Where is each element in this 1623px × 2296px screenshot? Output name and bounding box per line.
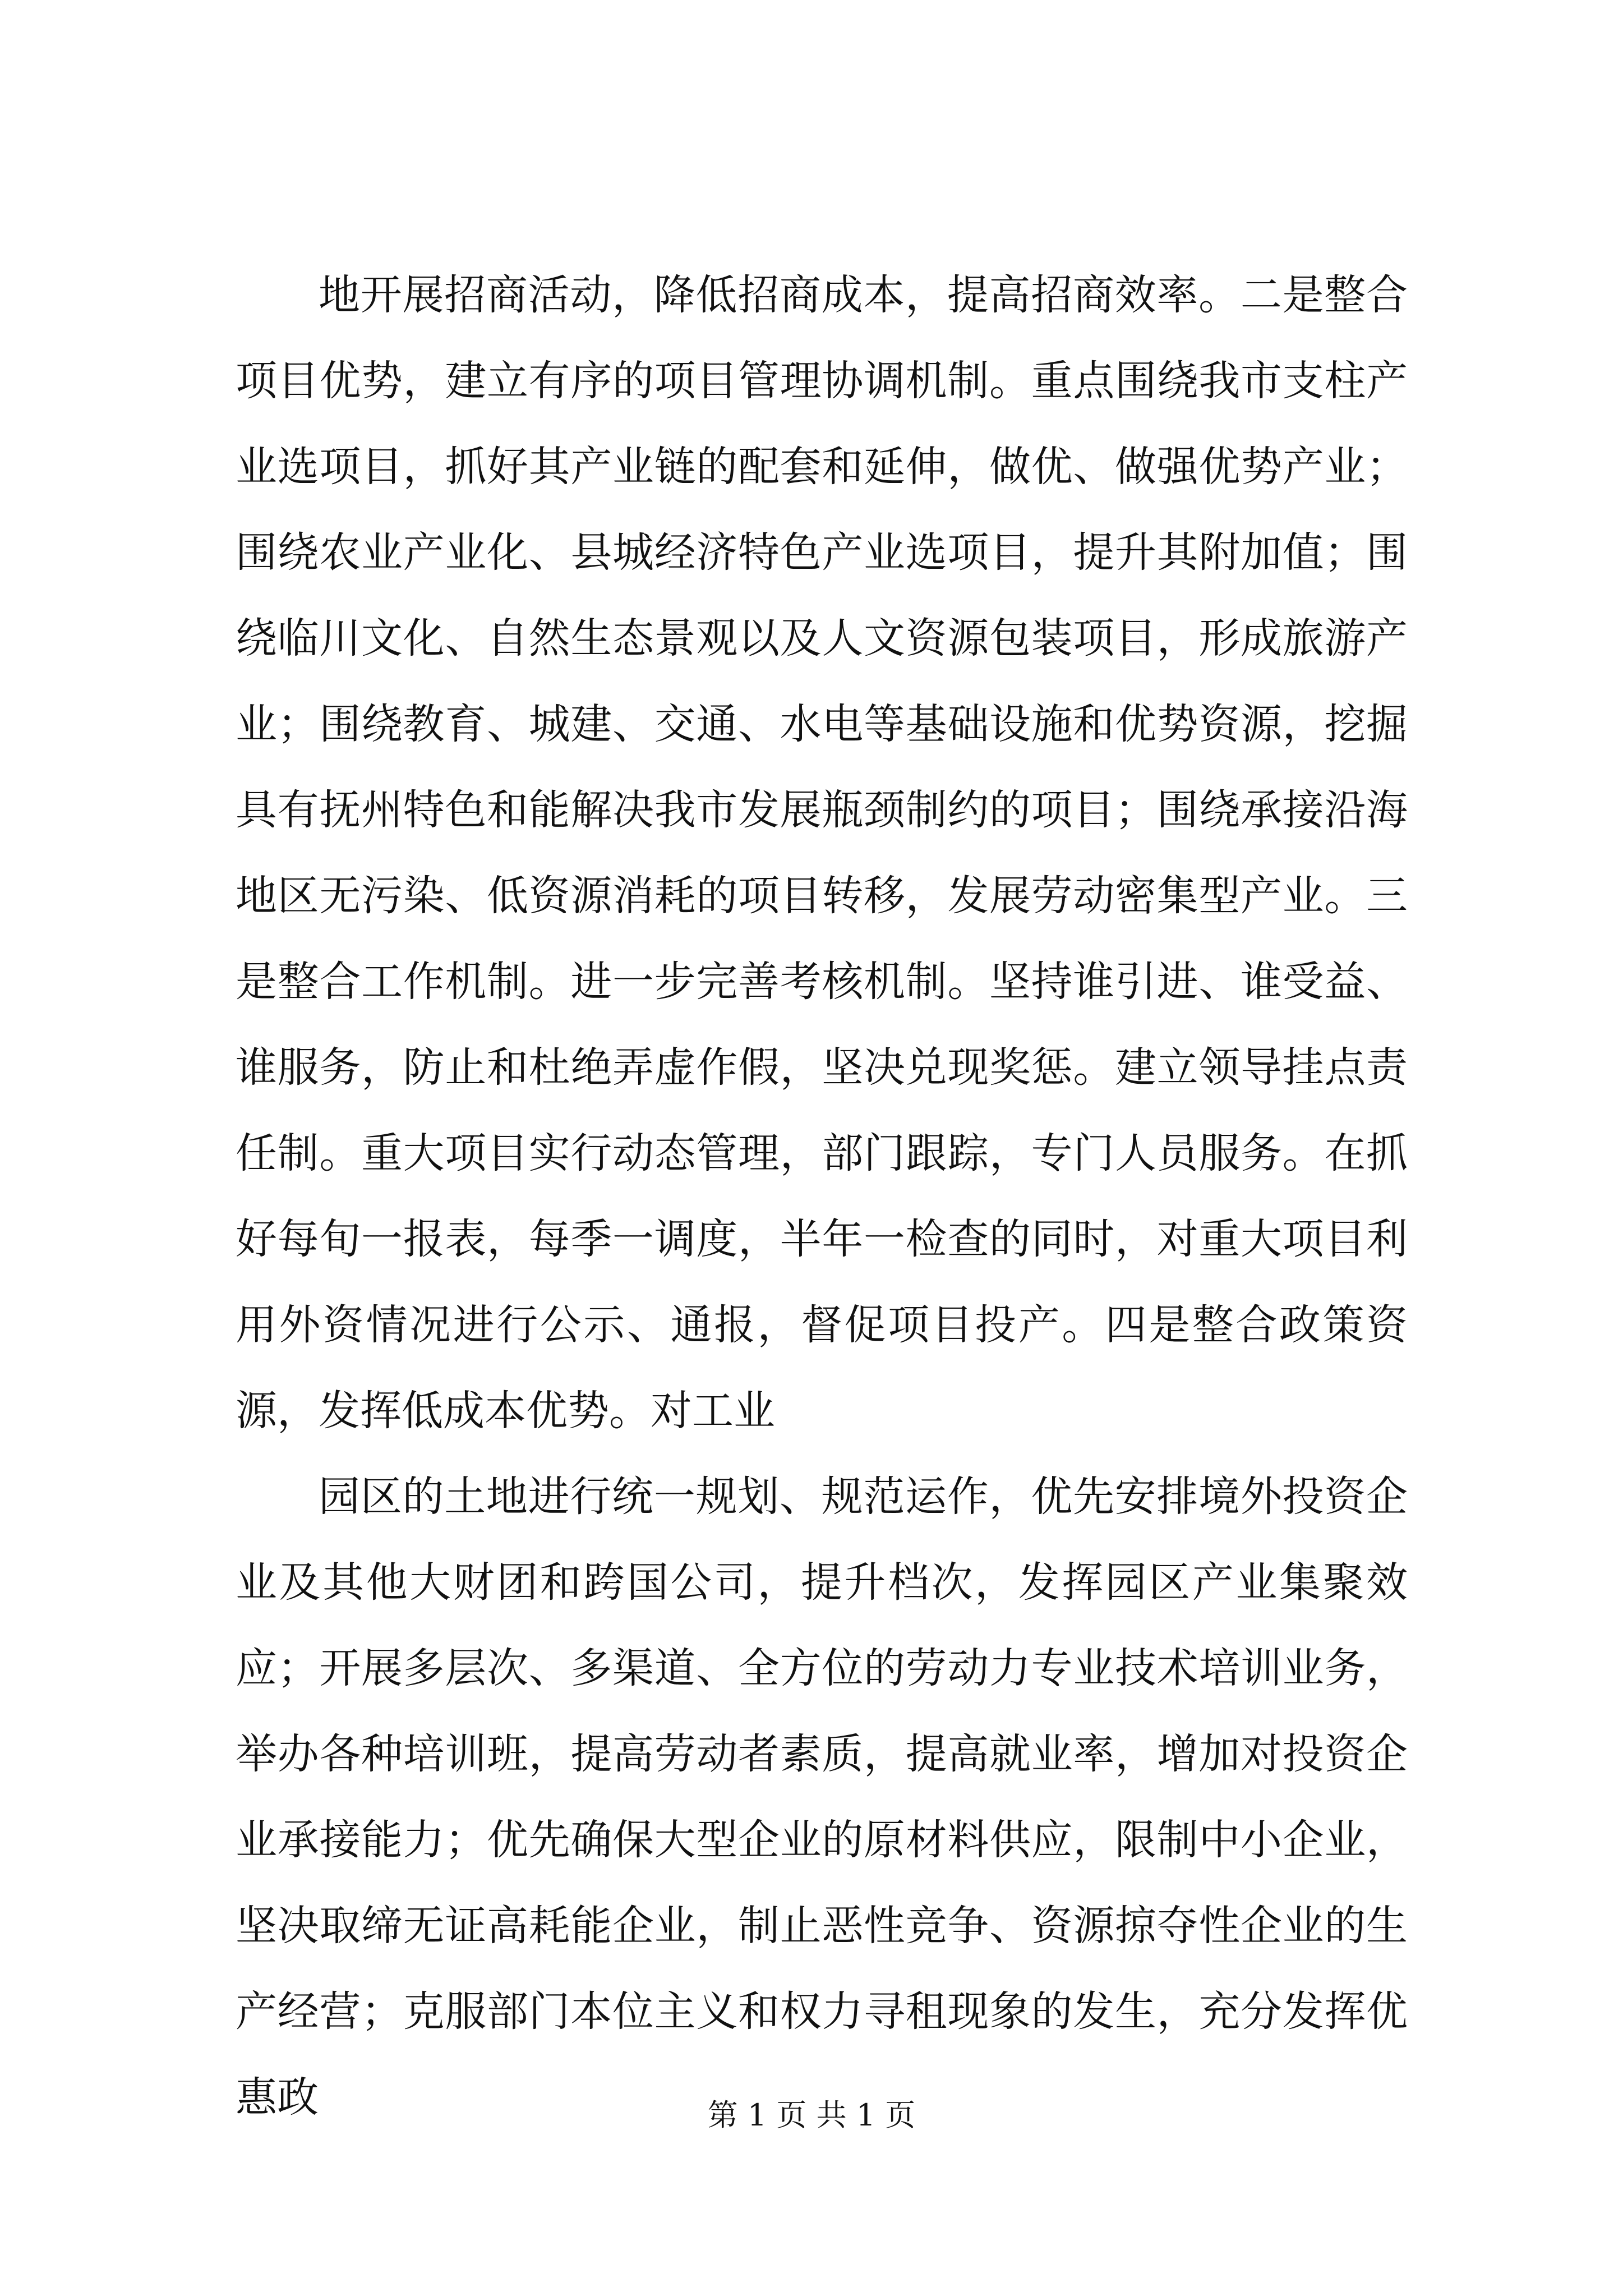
page-footer: 第 1 页 共 1 页 <box>707 2097 916 2133</box>
paragraph-1: 地开展招商活动，降低招商成本，提高招商效率。二是整合项目优势，建立有序的项目管理协调机制。重点围绕我市支柱产业选项目，抓好其产业链的配套和延伸，做优、做强优势产业；围绕农业产业化、县城经济特色产业选项目，提升其附加值；围绕临川文化、自然生态景观以及人文资源包装项目，形成旅游产业；围绕教育、城建、交通、水电等基础设施和优势资源，挖掘具有抚州特色和能解决我市发展瓶颈制约的项目；围绕承接沿海地区无污染、低资源消耗的项目转移，发展劳动密集型产业。三是整合工作机制。进一步完善考核机制。坚持谁引进、谁受益、谁服务，防止和杜绝弄虚作假，坚决兑现奖惩。建立领导挂点责任制。重大项目实行动态管理，部门跟踪，专门人员服务。在抓好每旬一报表，每季一调度，半年一检查的同时，对重大项目利用外资情况进行公示、通报，督促项目投产。四是整合政策资源，发挥低成本优势。对工业 <box>236 271 1408 1435</box>
paragraph-2: 园区的土地进行统一规划、规范运作，优先安排境外投资企业及其他大财团和跨国公司，提升档次，发挥园区产业集聚效应；开展多层次、多渠道、全方位的劳动力专业技术培训业务，举办各种培训班，提高劳动者素质，提高就业率，增加对投资企业承接能力；优先确保大型企业的原材料供应，限制中小企业，坚决取缔无证高耗能企业，制止恶性竞争、资源掠夺性企业的生产经营；克服部门本位主义和权力寻租现象的发生，充分发挥优惠政 <box>236 1473 1408 2122</box>
body-text <box>236 252 1408 2141</box>
